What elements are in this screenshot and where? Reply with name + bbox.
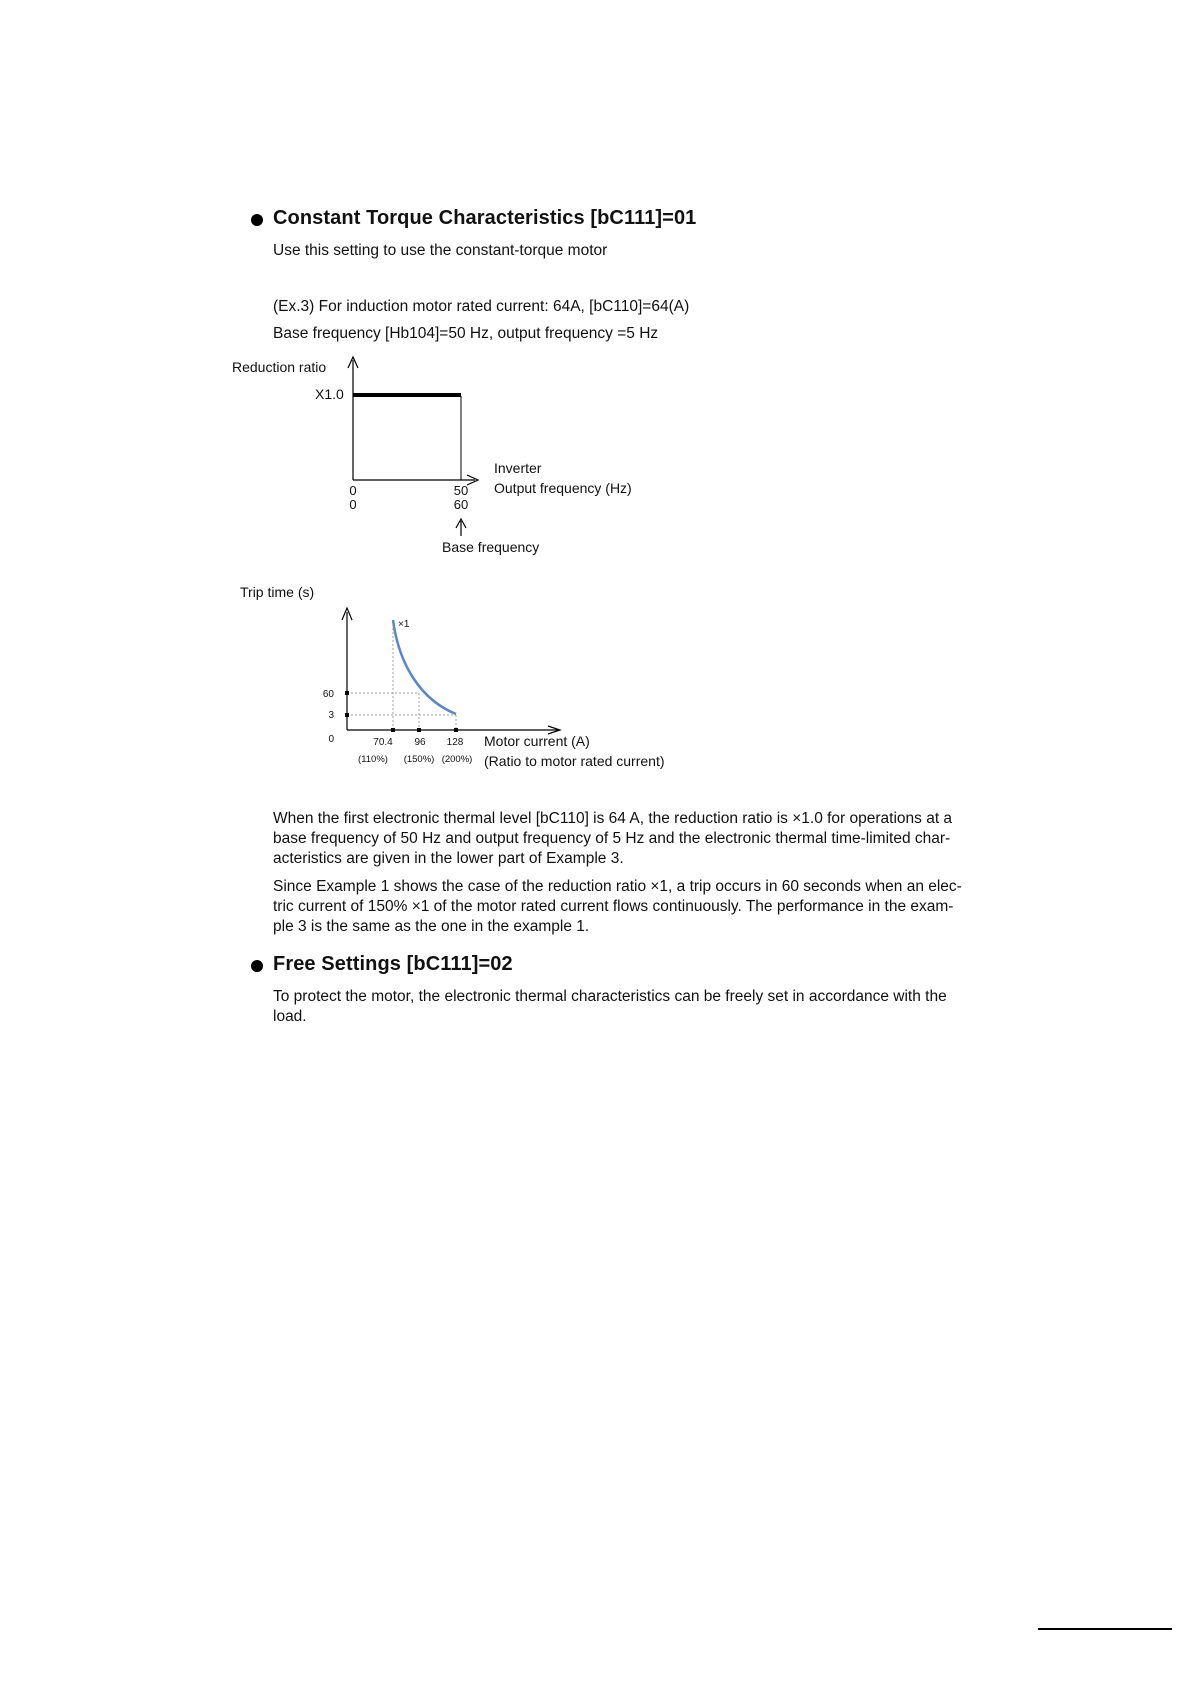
x-tick-70-4: 70.4 xyxy=(373,737,393,748)
x-tick-base-b: 60 xyxy=(453,497,469,512)
section2-text-line-1: To protect the motor, the electronic thermal characteristics can be freely set in accordance with the xyxy=(273,988,947,1005)
tick-mark-70-4 xyxy=(391,728,395,732)
paragraph-2-line-2: tric current of 150% ×1 of the motor rated current flows continuously. The performance in the exam- xyxy=(273,898,954,915)
reduction-chart-ylabel: Reduction ratio xyxy=(232,359,327,375)
paragraph-1-line-2: base frequency of 50 Hz and output frequency of 5 Hz and the electronic thermal time-limited char- xyxy=(273,830,951,847)
paragraph-1-line-1: When the first electronic thermal level [bC110] is 64 A, the reduction ratio is ×1.0 for operations at a xyxy=(273,810,953,827)
x-tick-96: 96 xyxy=(414,737,426,748)
tick-mark-96 xyxy=(417,728,421,732)
paragraph-2-line-1: Since Example 1 shows the case of the reduction ratio ×1, a trip occurs in 60 seconds when an elec- xyxy=(273,878,962,895)
paragraph-1 xyxy=(273,809,952,869)
section2-text xyxy=(273,987,947,1027)
paragraph-2-line-3: ple 3 is the same as the one in the example 1. xyxy=(273,918,590,935)
x-tick-zero-b: 0 xyxy=(349,497,357,512)
curve-label: ×1 xyxy=(398,619,410,630)
trip-chart-xlabel-1: Motor current (A) xyxy=(484,733,590,749)
section-heading-free-settings: Free Settings [bC111]=02 xyxy=(273,953,513,975)
x-tick-zero-a: 0 xyxy=(349,483,357,498)
section2-text-line-2: load. xyxy=(273,1008,307,1025)
base-frequency-label: Base frequency xyxy=(442,539,540,555)
trip-chart-ylabel: Trip time (s) xyxy=(240,584,315,600)
footer-rule xyxy=(1038,1628,1172,1630)
x-tick-128: 128 xyxy=(446,737,464,748)
x-ratio-110: (110%) xyxy=(358,754,388,765)
section-intro: Use this setting to use the constant-torque motor xyxy=(273,242,608,259)
example-line-1: (Ex.3) For induction motor rated current: 64A, [bC110]=64(A) xyxy=(273,298,690,315)
example-line-2: Base frequency [Hb104]=50 Hz, output frequency =5 Hz xyxy=(273,325,659,342)
reduction-chart-ytick: X1.0 xyxy=(315,386,344,402)
x-ratio-150: (150%) xyxy=(403,754,435,765)
tick-mark-60 xyxy=(345,691,349,695)
tick-mark-128 xyxy=(454,728,458,732)
y-tick-3: 3 xyxy=(328,710,334,721)
trip-chart-xlabel-2: (Ratio to motor rated current) xyxy=(484,753,665,769)
paragraph-1-line-3: acteristics are given in the lower part of Example 3. xyxy=(273,850,624,867)
y-tick-60: 60 xyxy=(322,689,334,700)
section-heading-constant-torque: Constant Torque Characteristics [bC111]=01 xyxy=(273,207,697,229)
x-ratio-200: (200%) xyxy=(441,754,473,765)
trip-curve-x1 xyxy=(393,620,456,714)
paragraph-2 xyxy=(273,877,962,937)
tick-mark-3 xyxy=(345,713,349,717)
x-tick-base-a: 50 xyxy=(453,483,469,498)
bullet-icon xyxy=(251,960,263,972)
reduction-chart-xlabel-2: Output frequency (Hz) xyxy=(494,480,632,496)
reduction-chart-xlabel-1: Inverter xyxy=(494,460,542,476)
y-tick-0: 0 xyxy=(328,734,334,745)
